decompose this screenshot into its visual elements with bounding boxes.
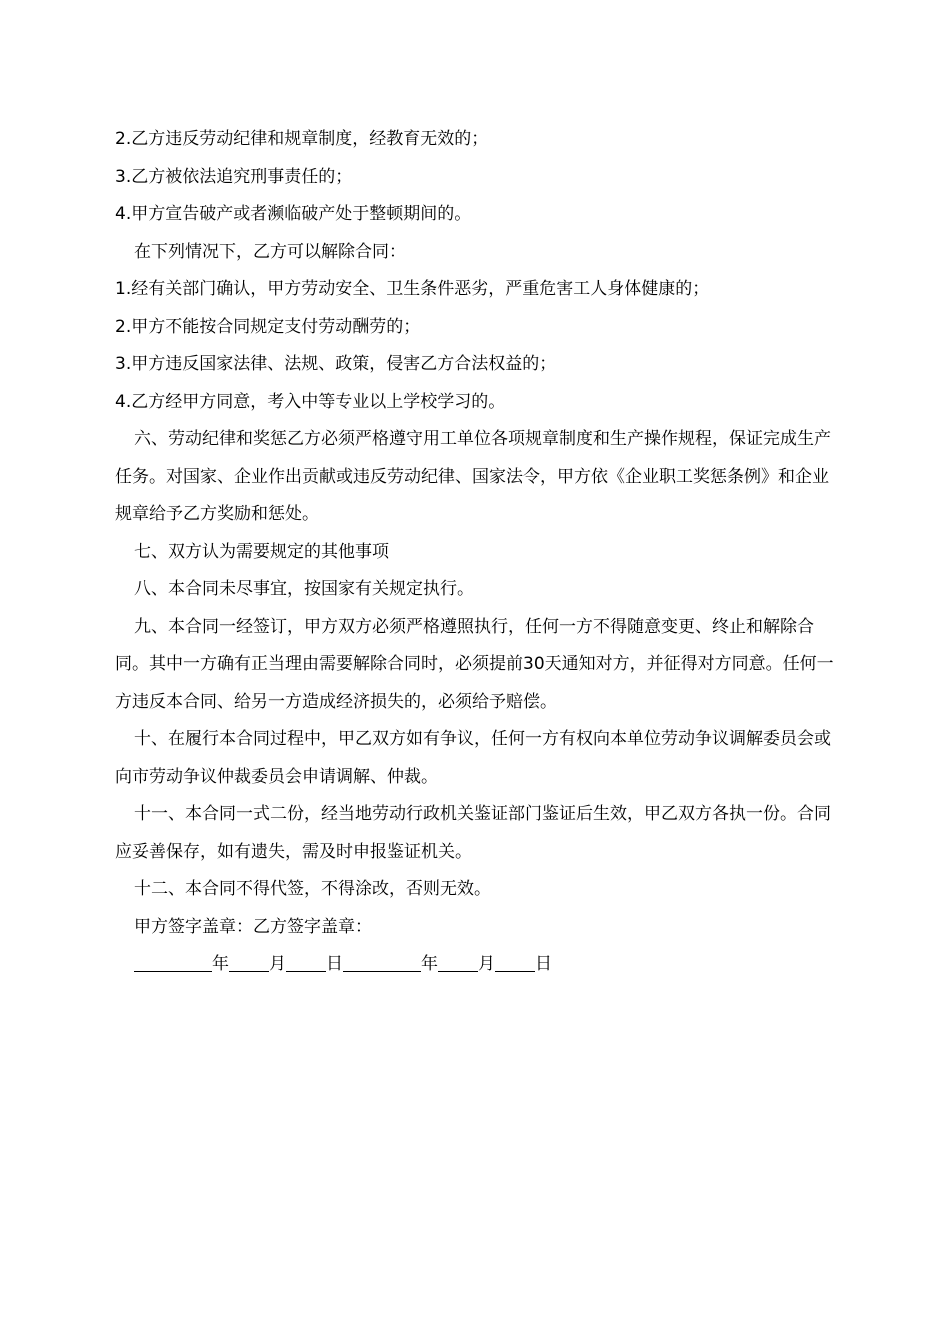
year-label: 年 xyxy=(421,954,438,974)
section-eight-paragraph: 八、本合同未尽事宜，按国家有关规定执行。 xyxy=(134,579,474,599)
month-blank xyxy=(229,951,269,972)
clause-paragraph: 4.甲方宣告破产或者濒临破产处于整顿期间的。 xyxy=(115,204,472,224)
clause-paragraph: 4.乙方经甲方同意，考入中等专业以上学校学习的。 xyxy=(115,391,506,412)
month-label: 月 xyxy=(478,954,495,974)
clause-paragraph: 3.乙方被依法追究刑事责任的； xyxy=(115,166,353,187)
clause-paragraph: 1.经有关部门确认，甲方劳动安全、卫生条件恶劣，严重危害工人身体健康的； xyxy=(115,279,710,299)
section-six-paragraph: 六、劳动纪律和奖惩乙方必须严格遵守用工单位各项规章制度和生产操作规程，保证完成生产任务。对国家、企业作出贡献或违反劳动纪律、国家法令，甲方依《企业职工奖惩条例》和企业规章给予乙方奖励和惩处。 xyxy=(115,429,831,524)
month-label: 月 xyxy=(269,954,286,974)
section-ten-paragraph: 十、在履行本合同过程中，甲乙双方如有争议，任何一方有权向本单位劳动争议调解委员会或向市劳动争议仲裁委员会申请调解、仲裁。 xyxy=(115,729,831,787)
section-nine-paragraph: 九、本合同一经签订，甲方双方必须严格遵照执行，任何一方不得随意变更、终止和解除合同。其中一方确有正当理由需要解除合同时，必须提前30天通知对方，并征得对方同意。任何一方违反本合同、给另一方造成经济损失的，必须给予赔偿。 xyxy=(115,616,834,712)
section-eleven-paragraph: 十一、本合同一式二份，经当地劳动行政机关鉴证部门鉴证后生效，甲乙双方各执一份。合同应妥善保存，如有遗失，需及时申报鉴证机关。 xyxy=(115,804,831,862)
signature-label-line: 甲方签字盖章：乙方签字盖章： xyxy=(134,916,372,937)
day-blank xyxy=(286,951,326,972)
day-blank xyxy=(495,951,535,972)
section-twelve-paragraph: 十二、本合同不得代签，不得涂改，否则无效。 xyxy=(134,879,491,899)
clause-paragraph: 2.甲方不能按合同规定支付劳动酬劳的； xyxy=(115,316,421,337)
clause-paragraph: 3.甲方违反国家法律、法规、政策，侵害乙方合法权益的； xyxy=(115,354,557,374)
day-label: 日 xyxy=(535,954,552,974)
clause-paragraph: 2.乙方违反劳动纪律和规章制度，经教育无效的； xyxy=(115,129,489,149)
year-label: 年 xyxy=(212,954,229,974)
date-line xyxy=(115,946,835,984)
year-blank xyxy=(134,951,212,972)
section-seven-paragraph: 七、双方认为需要规定的其他事项 xyxy=(134,541,389,562)
day-label: 日 xyxy=(326,954,343,974)
document-body xyxy=(115,121,835,984)
year-blank xyxy=(343,951,421,972)
month-blank xyxy=(438,951,478,972)
clause-paragraph: 在下列情况下，乙方可以解除合同： xyxy=(134,241,406,262)
